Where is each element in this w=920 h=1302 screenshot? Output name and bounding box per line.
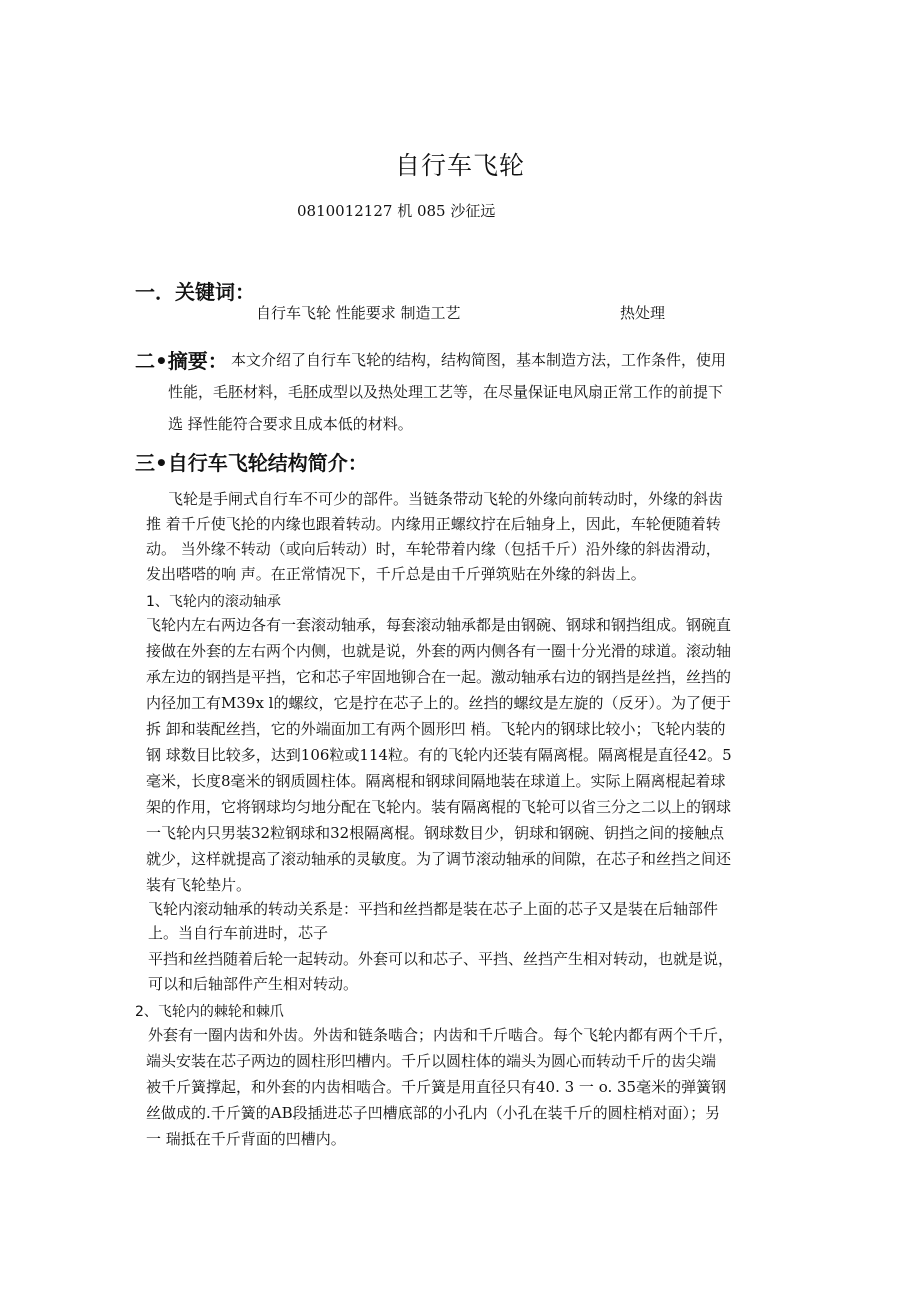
ratchet-line: 被千斤簧撑起，和外套的内齿相啮合。千斤簧是用直径只有40. 3 一 o. 35毫米的弹簧钢: [146, 1078, 727, 1096]
bearing-line: 钢 球数目比较多，达到106粒或114粒。有的飞轮内还装有隔离棍。隔离棍是直径42。5: [146, 746, 732, 764]
ratchet-line: 丝做成的.千斤簧的AB段插进芯子凹槽底部的小孔内（小孔在装千斤的圆柱梢对面）；另: [146, 1104, 721, 1122]
keywords-list: 自行车飞轮 性能要求 制造工艺: [256, 304, 461, 322]
keyword-heat-treatment: 热处理: [620, 304, 666, 322]
abstract-line: 性能，毛胚材料，毛胚成型以及热处理工艺等，在尽量保证电风扇正常工作的前提下: [168, 383, 724, 401]
author-line: 0810012127 机 085 沙征远: [297, 202, 496, 220]
intro-line: 推 着千斤使飞抡的内缘也跟着转动。内缘用正螺纹拧在后轴身上，因此，车轮便随着转: [146, 515, 721, 533]
abstract-line: 选 择性能符合要求且成本低的材料。: [168, 415, 413, 433]
ratchet-line: 外套有一圈内齿和外齿。外齿和链条啮合；内齿和千斤啮合。每个飞轮内都有两个千斤，: [148, 1026, 734, 1044]
bearing-line: 一飞轮内只男装32粒钢球和32根隔离棍。钢球数目少，钥球和钢碗、钥挡之间的接触点: [146, 824, 725, 842]
subsection-2-heading: 2、飞轮内的棘轮和棘爪: [135, 1004, 284, 1020]
intro-line: 发出嗒嗒的响 声。在正常情况下，千斤总是由千斤弹筑贴在外缘的斜齿上。: [146, 565, 646, 583]
abstract-line: 本文介绍了自行车飞轮的结构，结构简图，基本制造方法，工作条件，使用: [231, 351, 727, 369]
rotation-line: 可以和后轴部件产生相对转动。: [148, 975, 359, 993]
bearing-line: 装有飞轮垫片。: [146, 876, 252, 894]
bearing-line: 架的作用，它将钢球均匀地分配在飞轮内。装有隔离棍的飞轮可以省三分之二以上的钢球: [146, 798, 732, 816]
bearing-line: 接做在外套的左右两个内侧，也就是说，外套的两内侧各有一圈十分光滑的球道。滚动轴: [146, 642, 732, 660]
bearing-line: 内径加工有M39x l的螺纹，它是拧在芯子上的。丝挡的螺纹是左旋的（反牙）。为了便于: [146, 694, 731, 712]
bearing-line: 毫米，长度8毫米的钢质圆柱体。隔离棍和钢球间隔地装在球道上。实际上隔离棍起着球: [146, 772, 726, 790]
rotation-line: 平挡和丝挡随着后轮一起转动。外套可以和芯子、平挡、丝挡产生相对转动，也就是说，: [148, 950, 734, 968]
bearing-line: 拆 卸和装配丝挡，它的外端面加工有两个圆形凹 梢。飞轮内的钢球比较小；飞轮内装的: [146, 720, 726, 738]
section-3-heading: 三•自行车飞轮结构简介：: [135, 451, 368, 475]
bearing-line: 飞轮内左右两边各有一套滚动轴承，每套滚动轴承都是由钢碗、钢球和钢挡组成。钢碗直: [146, 616, 732, 634]
bearing-line: 承左边的钢挡是平挡，它和芯子牢固地铆合在一起。激动轴承右边的钢挡是丝挡，丝挡的: [146, 668, 732, 686]
section-1-heading: 一．关键词：: [135, 280, 255, 304]
section-2-heading: 二•摘要：: [135, 349, 228, 373]
subsection-1-heading: 1、飞轮内的滚动轴承: [146, 594, 281, 610]
document-title: 自行车飞轮: [394, 151, 525, 180]
ratchet-line: 一 瑞抵在千斤背面的凹槽内。: [146, 1130, 346, 1148]
rotation-line: 飞轮内滚动轴承的转动关系是：平挡和丝挡都是装在芯子上面的芯子又是装在后轴部件: [148, 900, 719, 918]
bearing-line: 就少，这样就提高了滚动轴承的灵敏度。为了调节滚动轴承的间隙，在芯子和丝挡之间还: [146, 850, 732, 868]
rotation-line: 上。当自行车前进时，芯子: [148, 924, 329, 942]
intro-line: 动。 当外缘不转动（或向后转动）时，车轮带着内缘（包括千斤）沿外缘的斜齿滑动，: [146, 540, 721, 558]
intro-line: 飞轮是手闸式自行车不可少的部件。当链条带动飞轮的外缘向前转动时，外缘的斜齿: [168, 490, 724, 508]
ratchet-line: 端头安装在芯子两边的圆柱形凹槽内。千斤以圆柱体的端头为圆心而转动千斤的齿尖端: [146, 1052, 717, 1070]
